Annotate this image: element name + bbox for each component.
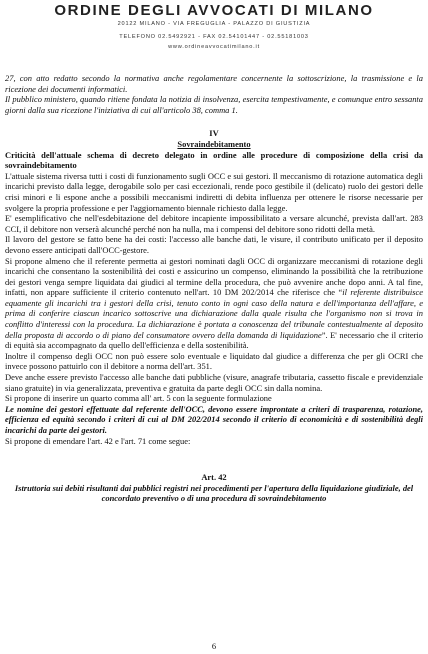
closing-paragraph: Si propone di emendare l'art. 42 e l'art. 71 come segue: (5, 435, 191, 446)
proposal-text-end: ”. E' necessario che il criterio di equità sia accompagnato da quello dell'efficienza e della sostenibilità. (5, 329, 423, 351)
intro-paragraph-1: 27, con atto redatto secondo la normativa anche regolamentare concernente la sottoscrizione, la trasmissione e la ricezione dei documenti informatici. (5, 73, 423, 94)
body-paragraph: Inoltre il compenso degli OCC non può essere solo eventuale e liquidato dal giudice a differenza che per gli OCRI che invece possono pattuirlo con il debitore a norma dell'art. 351. (5, 350, 423, 372)
article-title: Istruttoria sui debiti risultanti dai pubblici registri nei procedimenti per l'apertura della liquidazione giudiziale, del concordato preventivo o di una procedura di sovraindebitamento (14, 482, 414, 504)
body-paragraph: Deve anche essere previsto l'accesso alle banche dati pubbliche (visure, anagrafe tributaria, cassetto fiscale e previdenziale siano gratuite) in via generalizzata, preventiva e gratuita da parte degli OCC sin dalla nomina. (5, 372, 423, 393)
proposal-text-start: Si propone almeno che il referente permetta ai gestori nominati dagli OCC di organizzare meccanismi di rotazione degli incarichi che consentano la sostenibilità dei costi e assicurino un compenso, eliminando la possibilità che la retribuzione dei gestori venga sempre liquidata dai giudici al termine della procedura, che può avvenire anche dopo anni. A tal fine, infatti, non appare sufficiente il criterio contenuto nell'art. 10 DM 202/2014 che riferisce che “ (5, 255, 423, 298)
section-heading: Criticità dell'attuale schema di decreto delegato in ordine alle procedure di composizione della crisi da sovraindebitamento (5, 149, 423, 171)
letterhead-address: 20122 MILANO - VIA FREGUGLIA - PALAZZO DI GIUSTIZIA (117, 21, 311, 27)
page-number: 6 (211, 641, 217, 651)
proposed-amendment-text: Le nomine dei gestori effettuate dal referente dell'OCC, devono essere improntate a criteri di trasparenza, rotazione, efficienza ed equità secondo i criteri di cui al DM 202/2014 secondo il criterio di economicità e di sostenibilità degli incarichi da parte dei gestori. (5, 403, 423, 435)
body-paragraph: Il lavoro del gestore se fatto bene ha dei costi: l'accesso alle banche dati, le visure, il contributo unificato per il deposito devono essere anticipati dall'OCC-gestore. (5, 234, 423, 255)
intro-paragraph-2: Il pubblico ministero, quando ritiene fondata la notizia di insolvenza, esercita tempestivamente, e comunque entro sessanta giorni dalla sua ricezione l'iniziativa di cui all'articolo 38, comma 1. (5, 94, 423, 115)
proposal-paragraph (5, 256, 423, 351)
body-paragraph: L'attuale sistema riversa tutti i costi di funzionamento sugli OCC e sui gestori. Il meccanismo di rotazione automatica degli incarichi previsto dalla legge, derogabile solo per casi eccezionali, rende poco gestibile il (delicato) ruolo dei gestori delle crisi minori e li espone anche a possibili meccanismi indiretti di debita influenza per ottenere le risorse necessarie per svolgere la propria professione e per l'aggiornamento biennale richiesto dalla legge. (5, 170, 423, 213)
body-paragraph: E' esemplificativo che nell'esdebitazione del debitore incapiente impossibilitato a versare alcunché, prevista dall'art. 283 CCI, il debitore non verserà alcunché perché non ha nulla, ma i compensi del debitore sono ridotti della metà. (5, 213, 423, 234)
letterhead-website: www.ordineavvocatimilano.it (168, 44, 260, 50)
article-number: Art. 42 (201, 472, 227, 483)
letterhead-title: ORDINE DEGLI AVVOCATI DI MILANO (54, 2, 374, 19)
section-title: Sovraindebitamento (177, 138, 251, 149)
letterhead-contacts: TELEFONO 02.5492921 - FAX 02.54101447 - 02.55181003 (119, 34, 309, 40)
body-paragraph: Si propone di inserire un quarto comma all' art. 5 con la seguente formulazione (5, 393, 272, 404)
proposal-quote-dm: il referente distribuisce equamente gli incarichi tra i gestori della crisi, tenuto conto in ogni caso della natura e dell'importanza dell'affare, e prima di conferire ciascun incarico sottoscrive una dichiarazione dalla quale risulta che l'organismo non si trova in conflitto d'interessi con la procedura. La dichiarazione è portata a conoscenza del tribunale contestualmente al deposito della proposta di accordo o di piano del consumatore ovvero della domanda di liquidazione (5, 287, 424, 340)
document-body (5, 73, 423, 504)
section-number: IV (209, 128, 219, 139)
letterhead (0, 2, 428, 52)
